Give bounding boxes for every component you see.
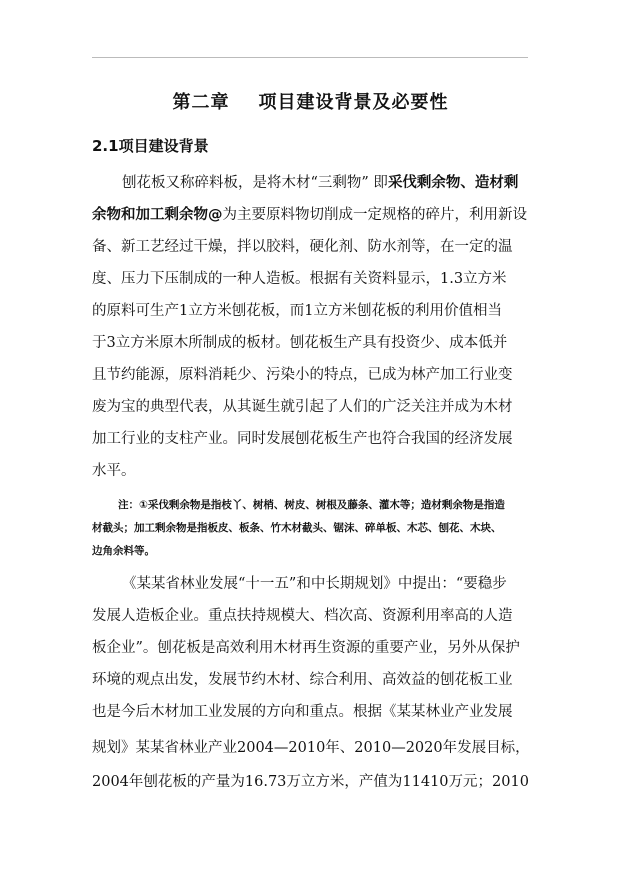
footnote-line: 材截头；加工剩余物是指板皮、板条、竹木材截头、锯沫、碎单板、木芯、刨花、木块、 <box>92 522 502 534</box>
paragraph-line: 备、新工艺经过干燥，拌以胶料，硬化剂、防水剂等，在一定的温 <box>92 239 513 255</box>
header-rule <box>92 57 528 58</box>
paragraph-line: 且节约能源，原料消耗少、污染小的特点，已成为林产加工行业变 <box>92 367 513 383</box>
paragraph-line <box>122 171 518 192</box>
paragraph-line <box>92 203 527 224</box>
paragraph-line: 2004年刨花板的产量为16.73万立方米，产值为11410万元；2010 <box>92 774 529 790</box>
paragraph-line: 板企业”。刨花板是高效利用木材再生资源的重要产业，另外从保护 <box>92 640 520 656</box>
footnote-line: 边角余料等。 <box>92 545 155 557</box>
paragraph-text: 刨花板又称碎料板，是将木材“三剩物” 即 <box>122 175 388 191</box>
paragraph-line: 发展人造板企业。重点扶持规模大、档次高、资源利用率高的人造 <box>92 608 513 624</box>
paragraph-line: 的原料可生产1立方米刨花板，而1立方米刨花板的利用价值相当 <box>92 303 502 319</box>
paragraph-line: 于3立方米原木所制成的板材。刨花板生产具有投资少、成本低并 <box>92 335 508 351</box>
paragraph-line: 废为宝的典型代表，从其诞生就引起了人们的广泛关注并成为木材 <box>92 399 513 415</box>
section-heading: 2.1项目建设背景 <box>92 137 209 155</box>
bold-term: 余物和加工剩余物@ <box>92 207 223 223</box>
paragraph-line: 加工行业的支柱产业。同时发展刨花板生产也符合我国的经济发展 <box>92 431 513 447</box>
paragraph-line: 规划》某某省林业产业2004—2010年、2010—2020年发展目标， <box>92 740 530 756</box>
paragraph-line: 度、压力下压制成的一种人造板。根据有关资料显示，1.3立方米 <box>92 271 507 287</box>
paragraph-line: 也是今后木材加工业发展的方向和重点。根据《某某林业产业发展 <box>92 704 513 720</box>
paragraph-line: 环境的观点出发，发展节约木材、综合利用、高效益的刨花板工业 <box>92 672 513 688</box>
bold-term: 采伐剩余物、造材剩 <box>387 175 519 191</box>
chapter-title: 第二章 项目建设背景及必要性 <box>172 92 449 113</box>
footnote-line: 注：①采伐剩余物是指枝丫、树梢、树皮、树根及藤条、灌木等；造材剩余物是指造 <box>118 499 505 511</box>
paragraph-line: 《某某省林业发展“十一五”和中长期规划》中提出：“要稳步 <box>122 576 507 592</box>
paragraph-line: 水平。 <box>92 463 136 479</box>
paragraph-text: 为主要原料物切削成一定规格的碎片，利用新设 <box>222 207 527 223</box>
